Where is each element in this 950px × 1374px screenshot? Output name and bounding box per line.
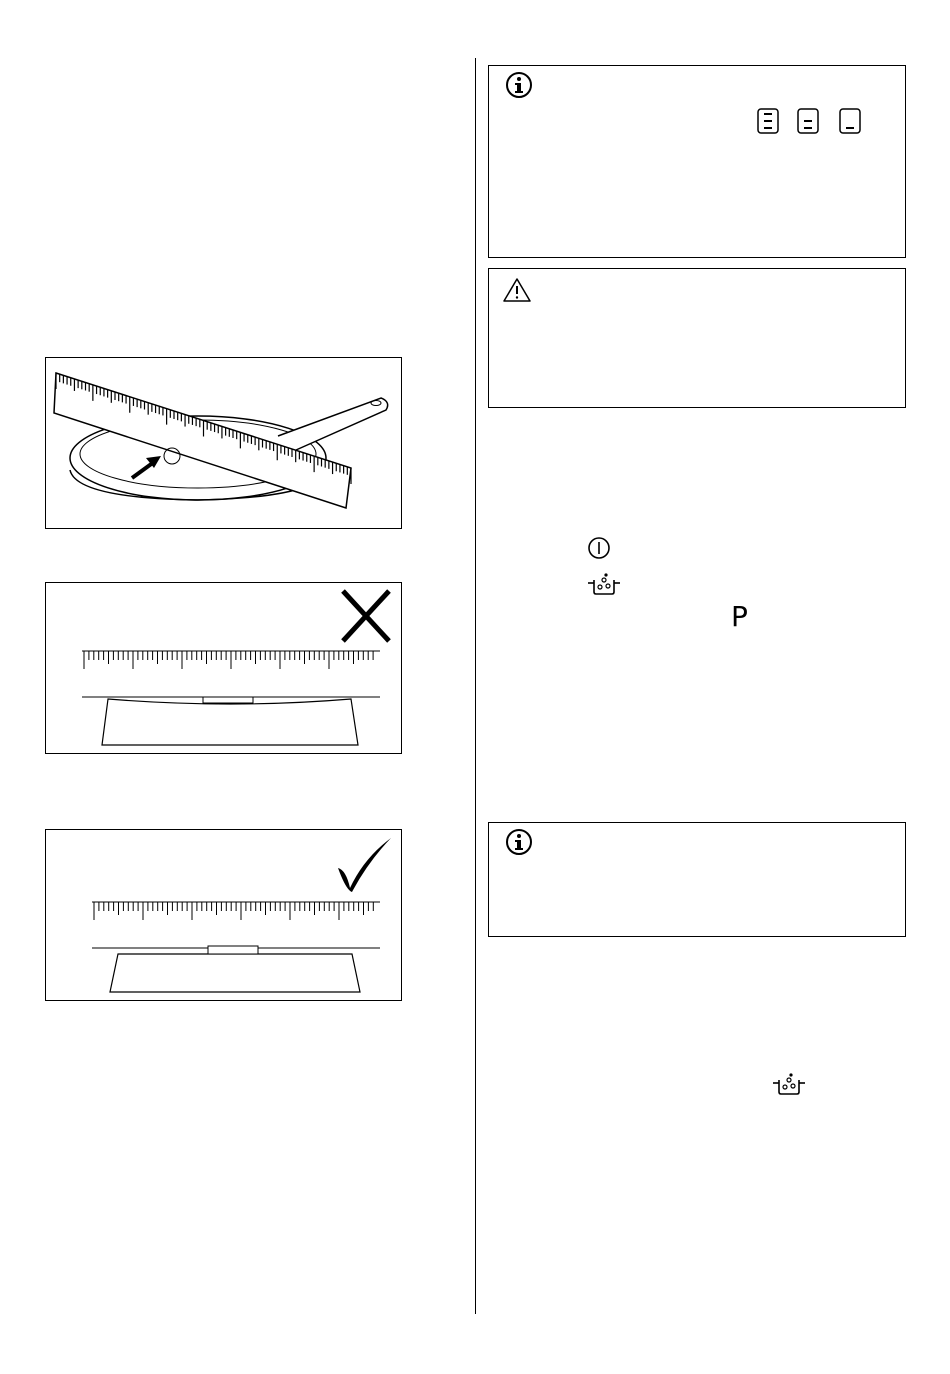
warning-box bbox=[488, 268, 906, 408]
flat-base-figure bbox=[45, 829, 402, 1001]
info-icon bbox=[505, 71, 533, 99]
info-box-display-symbols bbox=[488, 65, 906, 258]
boiling-pot-icon bbox=[772, 1072, 806, 1096]
check-mark-icon bbox=[338, 838, 391, 892]
cross-mark-icon bbox=[343, 591, 389, 641]
pan-ruler-figure bbox=[45, 357, 402, 529]
warped-base-illustration bbox=[46, 583, 401, 753]
display-symbol-bottom bbox=[839, 108, 861, 134]
boiling-pot-icon bbox=[587, 572, 621, 596]
info-box-note bbox=[488, 822, 906, 937]
warning-triangle-icon bbox=[502, 277, 532, 303]
pan-with-ruler-illustration bbox=[46, 358, 401, 528]
display-symbol-top bbox=[757, 108, 779, 134]
power-icon bbox=[587, 536, 611, 560]
power-indicator-symbol: P bbox=[731, 600, 748, 633]
display-symbol-middle bbox=[797, 108, 819, 134]
warped-base-figure bbox=[45, 582, 402, 754]
info-icon bbox=[505, 828, 533, 856]
column-divider bbox=[475, 58, 476, 1314]
flat-base-illustration bbox=[46, 830, 401, 1000]
